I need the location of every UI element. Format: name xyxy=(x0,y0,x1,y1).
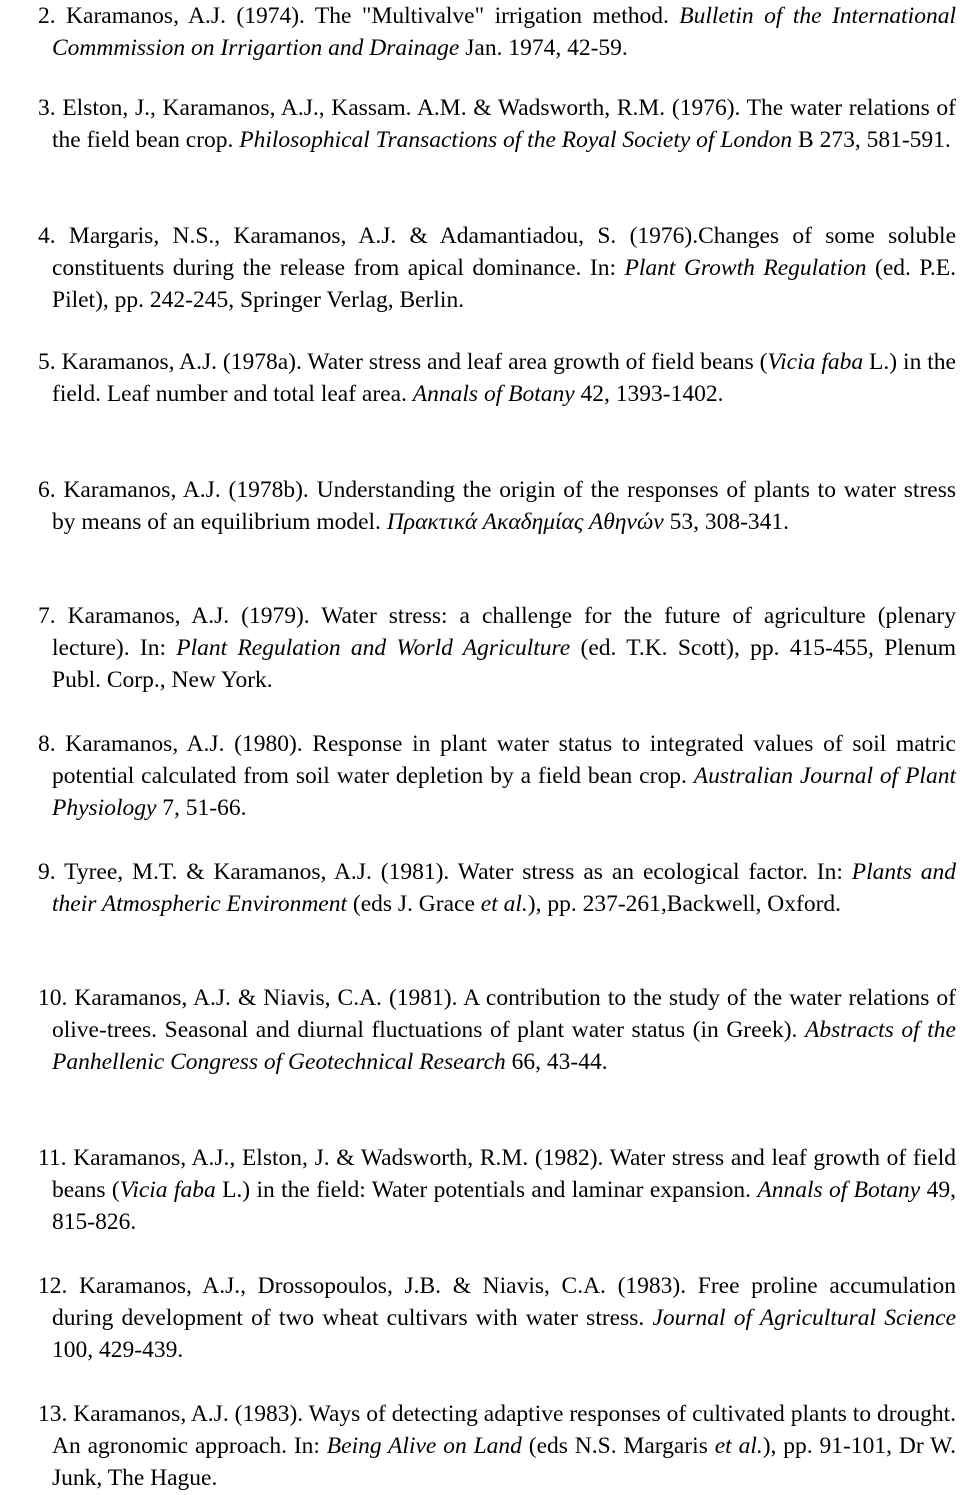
reference-text: Karamanos, A.J., Elston, J. & Wadsworth, R.M. (1982). Water stress and leaf growth of field beans ( xyxy=(52,1145,956,1203)
reference-italic-text: Bulletin of the International Commmission on Irrigartion and Drainage xyxy=(52,3,956,61)
reference-text: Karamanos, A.J. (1978b). Understanding the origin of the responses of plants to water stress by means of an equilibrium model. xyxy=(52,477,956,535)
reference-italic-text: Being Alive on Land xyxy=(326,1433,522,1459)
reference-italic-text: Vicia faba xyxy=(767,349,864,375)
reference-text: B 273, 581-591. xyxy=(792,127,951,153)
reference-number: 11. xyxy=(38,1145,67,1171)
reference-8 xyxy=(38,728,956,824)
reference-text: Karamanos, A.J. (1974). The "Multivalve" irrigation method. xyxy=(55,3,680,29)
reference-number: 6. xyxy=(38,477,56,503)
reference-text: 100, 429-439. xyxy=(52,1337,184,1363)
reference-number: 9. xyxy=(38,859,56,885)
reference-number: 3. xyxy=(38,95,56,121)
reference-italic-text: Annals of Botany xyxy=(757,1177,921,1203)
reference-5 xyxy=(38,346,956,410)
reference-12 xyxy=(38,1270,956,1366)
reference-text: 7, 51-66. xyxy=(156,795,247,821)
reference-text: 42, 1393-1402. xyxy=(574,381,724,407)
reference-11 xyxy=(38,1142,956,1238)
reference-number: 10. xyxy=(38,985,68,1011)
reference-italic-text: Vicia faba xyxy=(119,1177,216,1203)
reference-text: Karamanos, A.J. (1979). Water stress: a challenge for the future of agriculture (plenary lecture). In: xyxy=(52,603,956,661)
reference-9 xyxy=(38,856,956,920)
reference-number: 4. xyxy=(38,223,56,249)
reference-italic-text: et al. xyxy=(480,891,528,917)
reference-text: Margaris, N.S., Karamanos, A.J. & Adamantiadou, S. (1976).Changes of some soluble constituents during the release from apical dominance. In: xyxy=(52,223,956,281)
reference-italic-text: Πρακτικά Ακαδημίας Αθηνών xyxy=(386,509,664,535)
reference-number: 12. xyxy=(38,1273,68,1299)
reference-10 xyxy=(38,982,956,1078)
reference-number: 13. xyxy=(38,1401,68,1427)
reference-3 xyxy=(38,92,956,156)
reference-text: (ed. T.K. Scott), pp. 415-455, Plenum Publ. Corp., New York. xyxy=(52,635,957,693)
reference-italic-text: Plants and their Atmospheric Environment xyxy=(52,859,956,917)
reference-italic-text: Annals of Botany xyxy=(412,381,575,407)
reference-italic-text: et al. xyxy=(714,1433,763,1459)
reference-text: 49, 815-826. xyxy=(52,1177,956,1235)
reference-13 xyxy=(38,1398,956,1494)
reference-text: (eds J. Grace xyxy=(347,891,481,917)
reference-2 xyxy=(38,0,956,64)
reference-text: L.) in the field: Water potentials and laminar expansion. xyxy=(215,1177,758,1203)
reference-text: Tyree, M.T. & Karamanos, A.J. (1981). Water stress as an ecological factor. In: xyxy=(55,859,852,885)
reference-4 xyxy=(38,220,956,316)
reference-italic-text: Australian Journal of Plant Physiology xyxy=(52,763,956,821)
reference-6 xyxy=(38,474,956,538)
reference-number: 8. xyxy=(38,731,56,757)
reference-italic-text: Plant Growth Regulation xyxy=(624,255,867,281)
reference-number: 7. xyxy=(38,603,56,629)
reference-text: (ed. P.E. Pilet), pp. 242-245, Springer Verlag, Berlin. xyxy=(52,255,957,313)
reference-italic-text: Philosophical Transactions of the Royal Society of London xyxy=(239,127,793,153)
reference-7 xyxy=(38,600,956,696)
reference-text: Karamanos, A.J. & Niavis, C.A. (1981). A contribution to the study of the water relations of olive-trees. Seasonal and diurnal fluctuations of plant water status (in Greek). xyxy=(52,985,956,1043)
reference-text: ), pp. 91-101, Dr W. Junk, The Hague. xyxy=(52,1433,956,1491)
reference-text: Karamanos, A.J. (1983). Ways of detecting adaptive responses of cultivated plants to drought. An agronomic approach. In: xyxy=(52,1401,956,1459)
reference-text: L.) in the field. Leaf number and total leaf area. xyxy=(52,349,956,407)
reference-text: 66, 43-44. xyxy=(505,1049,608,1075)
reference-italic-text: Journal of Agricultural Science xyxy=(652,1305,956,1331)
reference-text: Karamanos, A.J. (1980). Response in plant water status to integrated values of soil matric potential calculated from soil water depletion by a field bean crop. xyxy=(52,731,956,789)
reference-number: 5. xyxy=(38,349,56,375)
reference-text: ), pp. 237-261,Backwell, Oxford. xyxy=(527,891,842,917)
reference-text: Jan. 1974, 42-59. xyxy=(459,35,628,61)
reference-italic-text: Abstracts of the Panhellenic Congress of Geotechnical Research xyxy=(52,1017,956,1075)
reference-text: 53, 308-341. xyxy=(663,509,790,535)
reference-text: (eds N.S. Margaris xyxy=(521,1433,715,1459)
reference-number: 2. xyxy=(38,3,56,29)
reference-text: Karamanos, A.J. (1978a). Water stress and leaf area growth of field beans ( xyxy=(55,349,768,375)
reference-text: Karamanos, A.J., Drossopoulos, J.B. & Niavis, C.A. (1983). Free proline accumulation during development of two wheat cultivars with water stress. xyxy=(52,1273,956,1331)
reference-text: Elston, J., Karamanos, A.J., Kassam. A.M. & Wadsworth, R.M. (1976). The water relations of the field bean crop. xyxy=(52,95,956,153)
reference-italic-text: Plant Regulation and World Agriculture xyxy=(176,635,571,661)
